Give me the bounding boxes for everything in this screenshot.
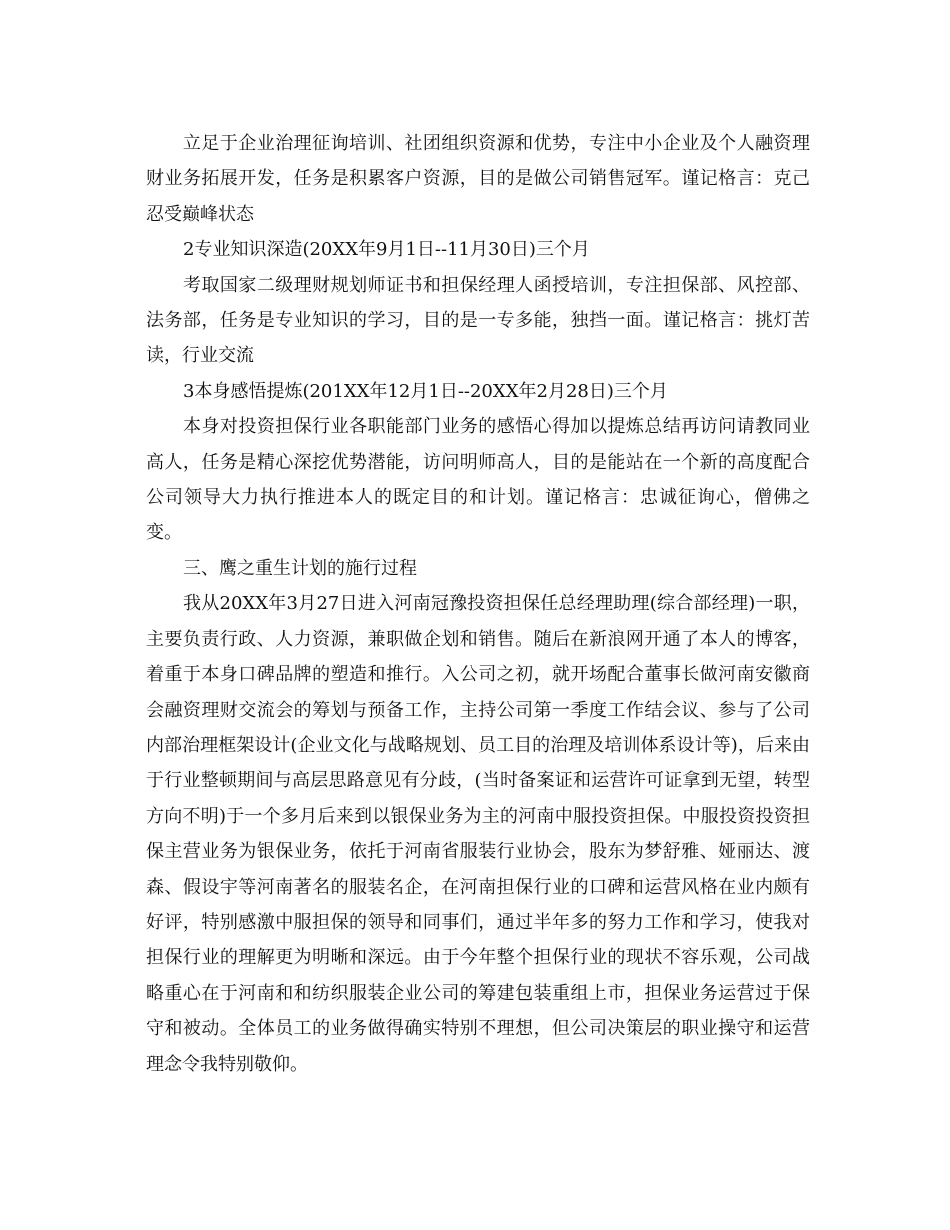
section-heading-2: 2专业知识深造(20XX年9月1日--11月30日)三个月	[183, 239, 590, 261]
paragraph-1: 立足于企业治理征询培训、社团组织资源和优势，专注中小企业及个人融资理财业务拓展开发，任务是积累客户资源，目的是做公司销售冠军。谨记格言：克己忍受巅峰状态	[146, 133, 810, 225]
paragraph-3: 本身对投资担保行业各职能部门业务的感悟心得加以提炼总结再访问请教同业高人，任务是精心深挖优势潜能，访问明师高人，目的是能站在一个新的高度配合公司领导大力执行推进本人的既定目的和计划。谨记格言：忠诚征询心，僧佛之变。	[146, 416, 810, 544]
document-page	[146, 126, 810, 1082]
section-heading-three: 三、鹰之重生计划的施行过程	[183, 557, 417, 579]
section-heading-3: 3本身感悟提炼(201XX年12月1日--20XX年2月28日)三个月	[183, 380, 668, 402]
paragraph-4: 我从20XX年3月27日进入河南冠豫投资担保任总经理助理(综合部经理)一职，主要负责行政、人力资源，兼职做企划和销售。随后在新浪网开通了本人的博客，着重于本身口碑品牌的塑造和推行。入公司之初，就开场配合董事长做河南安徽商会融资理财交流会的筹划与预备工作，主持公司第一季度工作结会议、参与了公司内部治理框架设计(企业文化与战略规划、员工目的治理及培训体系设计等)，后来由于行业整顿期间与高层思路意见有分歧，(当时备案证和运营许可证拿到无望，转型方向不明)于一个多月后来到以银保业务为主的河南中服投资担保。中服投资投资担保主营业务为银保业务，依托于河南省服装行业协会，股东为梦舒雅、娅丽达、渡森、假设宇等河南著名的服装名企，在河南担保行业的口碑和运营风格在业内颇有好评，特别感激中服担保的领导和同事们，通过半年多的努力工作和学习，使我对担保行业的理解更为明晰和深远。由于今年整个担保行业的现状不容乐观，公司战略重心在于河南和和纺织服装企业公司的筹建包装重组上市，担保业务运营过于保守和被动。全体员工的业务做得确实特别不理想，但公司决策层的职业操守和运营理念令我特别敬仰。	[146, 593, 810, 1075]
paragraph-2: 考取国家二级理财规划师证书和担保经理人函授培训，专注担保部、风控部、法务部，任务是专业知识的学习，目的是一专多能，独挡一面。谨记格言：挑灯苦读，行业交流	[146, 274, 810, 367]
